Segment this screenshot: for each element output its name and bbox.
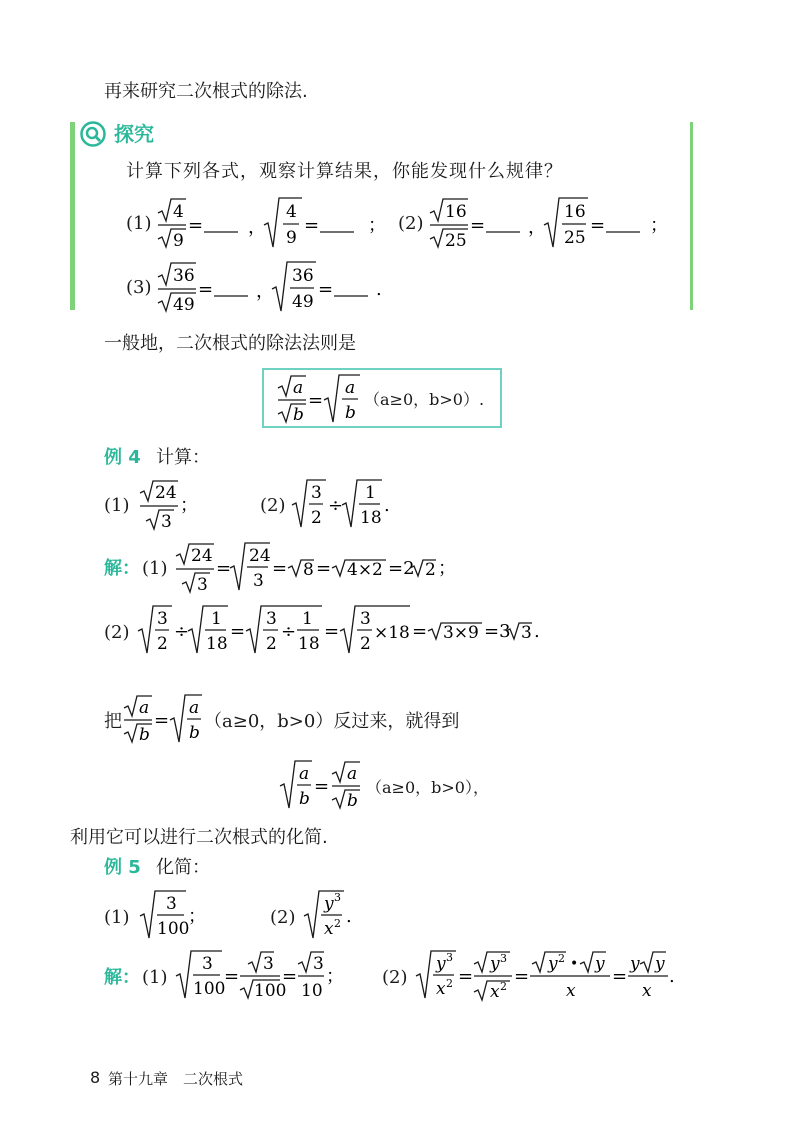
svg-text:=: = [458, 966, 474, 987]
svg-text:=: = [314, 776, 330, 797]
svg-text:49: 49 [173, 295, 195, 315]
svg-text:=: = [188, 215, 204, 236]
svg-text:4×2: 4×2 [347, 560, 383, 580]
reverse-formula-1 [122, 692, 204, 748]
example5-q1-label: (1) [104, 907, 130, 928]
svg-text:1: 1 [365, 483, 376, 503]
svg-text:24: 24 [191, 546, 213, 566]
reverse-formula-2 [278, 758, 368, 814]
svg-text:3: 3 [253, 571, 264, 591]
svg-text:24: 24 [249, 546, 271, 566]
svg-text:b: b [299, 789, 310, 809]
svg-text:3: 3 [360, 609, 371, 629]
svg-text:3: 3 [521, 623, 532, 643]
svg-text:=: = [470, 215, 486, 236]
svg-text:y: y [324, 894, 334, 914]
explore-item-2-formula [428, 195, 668, 253]
svg-text:b: b [347, 791, 358, 811]
svg-text:3: 3 [334, 891, 341, 904]
reverse-condition: （a≥0，b>0）， [366, 778, 489, 797]
explore-item-1-formula [156, 195, 386, 253]
svg-text:18: 18 [360, 508, 382, 528]
svg-text:x: x [324, 919, 334, 939]
svg-text:36: 36 [173, 266, 195, 286]
svg-text:÷: ÷ [328, 495, 344, 516]
svg-text:3: 3 [313, 954, 324, 974]
svg-text:49: 49 [292, 292, 314, 312]
svg-text:16: 16 [564, 202, 586, 222]
svg-text:÷: ÷ [174, 621, 190, 642]
svg-text:.: . [534, 621, 540, 642]
svg-text:3×9: 3×9 [443, 623, 479, 643]
example5-label: 例 5 [104, 857, 141, 878]
explore-left-bar [70, 122, 75, 310]
example4-s1-formula [174, 540, 454, 596]
svg-text:x: x [490, 982, 500, 1002]
svg-text:2: 2 [157, 634, 168, 654]
example4-label: 例 4 [104, 447, 141, 468]
explore-item-3-formula [156, 259, 396, 317]
example4-solution-label: 解： [104, 558, 140, 579]
svg-text:18: 18 [206, 634, 228, 654]
example5-s2-formula [414, 948, 676, 1004]
svg-text:3: 3 [197, 575, 208, 595]
svg-text:=: = [272, 558, 288, 579]
svg-text:3: 3 [161, 512, 172, 532]
svg-text:=: = [590, 215, 606, 236]
svg-text:2: 2 [558, 952, 565, 965]
svg-text:a: a [347, 764, 358, 784]
svg-text:3: 3 [446, 951, 453, 964]
example5-solution-label: 解： [104, 967, 140, 988]
example5-q2-label: (2) [270, 907, 296, 928]
example4-s2-label: (2) [104, 622, 130, 643]
svg-text:=: = [318, 279, 334, 300]
svg-text:b: b [345, 403, 356, 423]
svg-text:=: = [514, 966, 530, 987]
svg-text:÷: ÷ [281, 621, 297, 642]
svg-text:；: ； [326, 966, 344, 987]
chapter-title: 第十九章 二次根式 [108, 1070, 244, 1088]
svg-text:=: = [316, 558, 332, 579]
svg-text:b: b [293, 405, 304, 425]
svg-text:x: x [436, 979, 446, 999]
explore-item-2-label: (2) [398, 213, 424, 234]
svg-text:2: 2 [360, 634, 371, 654]
svg-text:9: 9 [286, 228, 297, 248]
svg-text:，: ， [248, 217, 266, 238]
svg-text:y: y [655, 954, 665, 974]
svg-text:，: ， [256, 281, 274, 302]
explore-item-3-label: (3) [126, 277, 152, 298]
page-number: 8 [90, 1068, 101, 1087]
example5-q1-formula [138, 888, 208, 944]
svg-text:y: y [490, 954, 500, 974]
svg-text:=: = [216, 558, 232, 579]
svg-text:100: 100 [193, 979, 226, 999]
svg-text:1: 1 [302, 609, 313, 629]
reverse-middle: （a≥0，b>0）反过来，就得到 [204, 711, 460, 732]
svg-text:100: 100 [254, 981, 287, 1001]
svg-text:3: 3 [202, 954, 213, 974]
svg-text:=: = [224, 966, 240, 987]
explore-prompt: 计算下列各式，观察计算结果，你能发现什么规律？ [126, 161, 563, 182]
svg-text:.: . [346, 906, 352, 927]
svg-text:=: = [612, 966, 628, 987]
svg-text:=: = [412, 621, 428, 642]
svg-text:x: x [566, 981, 576, 1001]
example5-q2-formula [302, 888, 372, 944]
svg-text:25: 25 [445, 231, 467, 251]
svg-text:=: = [308, 390, 324, 411]
svg-text:=3: =3 [484, 621, 511, 642]
svg-text:2: 2 [425, 560, 436, 580]
svg-text:a: a [189, 698, 200, 718]
svg-text:25: 25 [564, 228, 586, 248]
svg-text:.: . [376, 279, 382, 300]
svg-text:=2: =2 [388, 558, 415, 579]
svg-text:9: 9 [173, 231, 184, 251]
svg-text:4: 4 [173, 202, 184, 222]
svg-text:y: y [595, 954, 605, 974]
svg-text:=: = [154, 710, 170, 731]
svg-text:y: y [630, 954, 640, 974]
svg-text:2: 2 [266, 634, 277, 654]
svg-text:100: 100 [157, 919, 190, 939]
svg-text:=: = [324, 621, 340, 642]
svg-text:=: = [282, 966, 298, 987]
svg-text:；: ； [438, 558, 456, 579]
svg-text:3: 3 [157, 609, 168, 629]
svg-text:y: y [548, 954, 558, 974]
intro-text: 再来研究二次根式的除法. [104, 81, 308, 102]
svg-text:；: ； [368, 215, 386, 236]
explore-item-1-label: (1) [126, 213, 152, 234]
example4-q2-label: (2) [260, 495, 286, 516]
svg-text:a: a [345, 378, 356, 398]
svg-text:y: y [436, 954, 446, 974]
division-rule-condition: （a≥0，b>0）. [364, 390, 485, 409]
example4-q2-formula [290, 477, 400, 533]
svg-text:3: 3 [500, 952, 507, 965]
svg-text:24: 24 [155, 483, 177, 503]
svg-text:2: 2 [446, 977, 453, 990]
svg-text:；: ； [188, 906, 206, 927]
svg-text:，: ， [528, 217, 546, 238]
example4-q1-formula [138, 477, 198, 533]
reverse-after: 利用它可以进行二次根式的化简. [70, 827, 328, 848]
svg-text:2: 2 [334, 917, 341, 930]
svg-text:；: ； [180, 495, 198, 516]
reverse-prefix: 把 [104, 711, 122, 732]
svg-text:；: ； [650, 215, 668, 236]
example5-title: 化简： [156, 857, 210, 878]
svg-text:=: = [198, 279, 214, 300]
rule-intro-text: 一般地，二次根式的除法法则是 [104, 333, 356, 354]
example4-q1-label: (1) [104, 495, 130, 516]
svg-text:a: a [293, 378, 304, 398]
svg-text:x: x [642, 981, 652, 1001]
svg-text:b: b [139, 725, 150, 745]
svg-text:36: 36 [292, 266, 314, 286]
svg-text:18: 18 [298, 634, 320, 654]
example4-s2-formula [136, 603, 556, 659]
svg-text:×18: ×18 [374, 623, 410, 643]
svg-text:a: a [299, 764, 310, 784]
svg-text:b: b [189, 723, 200, 743]
example5-s2-label: (2) [382, 967, 408, 988]
example4-title: 计算： [156, 447, 210, 468]
explore-title: 探究 [114, 122, 154, 146]
svg-text:.: . [384, 495, 390, 516]
svg-text:•: • [570, 956, 579, 972]
example5-s1-formula [174, 948, 344, 1004]
svg-text:a: a [139, 698, 150, 718]
example5-s1-label: (1) [142, 967, 168, 988]
svg-text:=: = [304, 215, 320, 236]
explore-right-bar [690, 122, 693, 310]
svg-text:10: 10 [301, 981, 323, 1001]
svg-text:3: 3 [311, 483, 322, 503]
svg-text:.: . [669, 966, 675, 987]
example4-s1-label: (1) [142, 558, 168, 579]
division-rule-formula [276, 372, 366, 426]
svg-text:3: 3 [266, 609, 277, 629]
svg-text:3: 3 [263, 954, 274, 974]
svg-text:1: 1 [211, 609, 222, 629]
svg-text:2: 2 [500, 980, 507, 993]
svg-text:2: 2 [311, 508, 322, 528]
svg-text:16: 16 [445, 202, 467, 222]
svg-text:=: = [230, 621, 246, 642]
svg-text:3: 3 [166, 894, 177, 914]
svg-text:4: 4 [286, 202, 297, 222]
svg-text:8: 8 [303, 560, 314, 580]
explore-magnifier-icon [80, 121, 106, 147]
